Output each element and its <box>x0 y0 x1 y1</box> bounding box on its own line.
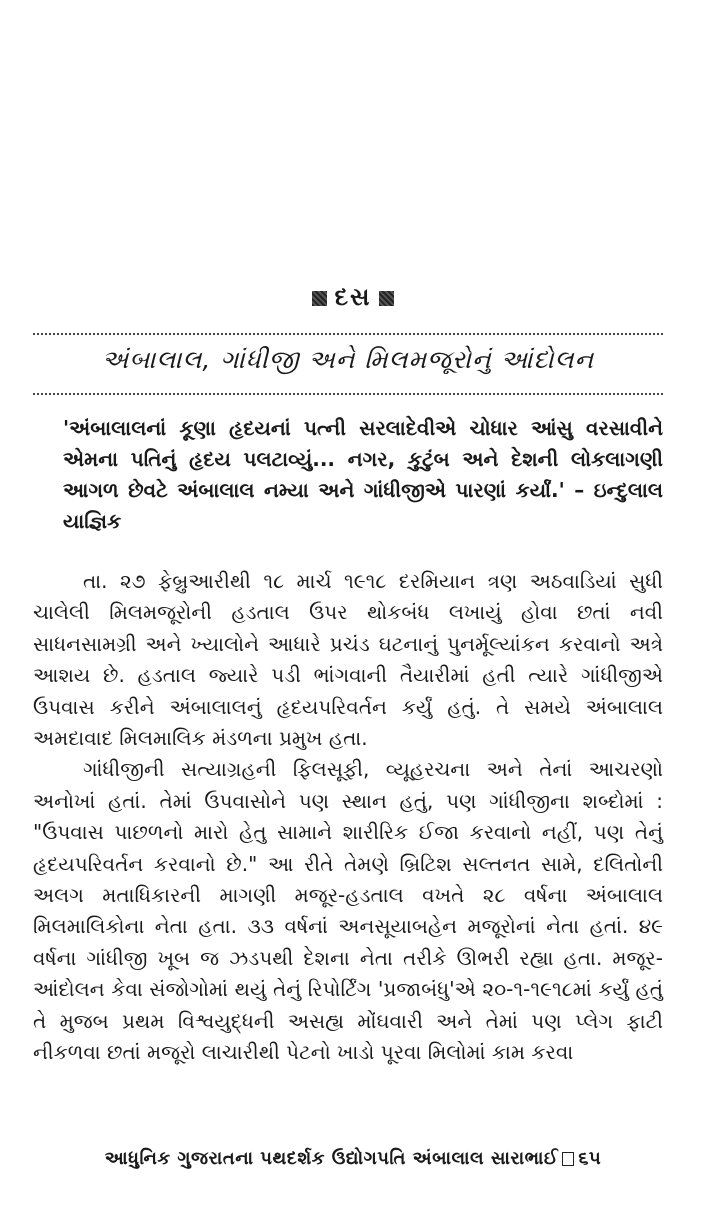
square-ornament-right-icon <box>379 291 394 306</box>
title-rule-top <box>33 333 663 335</box>
epigraph <box>63 413 663 537</box>
epigraph-quote: 'અંબાલાલનાં કૂણા હૃદયનાં પત્ની સરલાદેવીએ ચોધાર આંસુ વરસાવીને એમના પતિનું હૃદય પલટાવ્યું... નગર, કુટુંબ અને દેશની લોકલાગણી આગળ છેવટે અંબાલાલ નમ્યા અને ગાંધીજીએ પારણાં કર્યાં.' <box>63 416 663 502</box>
chapter-number <box>0 283 706 311</box>
chapter-title: અંબાલાલ, ગાંધીજી અને મિલમજૂરોનું આંદોલન <box>101 345 595 374</box>
square-ornament-left-icon <box>312 291 327 306</box>
page-number: ૬૫ <box>578 1148 602 1169</box>
chapter-number-text: દસ <box>334 283 372 311</box>
running-footer <box>0 1148 706 1169</box>
box-separator-icon <box>562 1152 574 1166</box>
title-rule-bottom <box>33 393 663 395</box>
body-text <box>33 566 663 1069</box>
footer-book-title: આધુનિક ગુજરાતના પથદર્શક ઉદ્યોગપતિ અંબાલાલ સારાભાઈ <box>104 1148 559 1169</box>
epigraph-attribution: – ઇન્દુલાલ યાજ્ઞિક <box>63 478 663 533</box>
paragraph: ગાંધીજીની સત્યાગ્રહની ફિલસૂફી, વ્યૂહરચના અને તેનાં આચરણો અનોખાં હતાં. તેમાં ઉપવાસોને પણ સ્થાન હતું, પણ ગાંધીજીના શબ્દોમાં : "ઉપવાસ પાછળનો મારો હેતુ સામાને શારીરિક ઈજા કરવાનો નહીં, પણ તેનું હૃદયપરિવર્તન કરવાનો છે." આ રીતે તેમણે બ્રિટિશ સલ્તનત સામે, દલિતોની અલગ મતાધિકારની માગણી મજૂર-હડતાલ વખતે ૨૮ વર્ષના અંબાલાલ મિલમાલિકોના નેતા હતા. ૩૩ વર્ષનાં અનસૂયાબહેન મજૂરોનાં નેતા હતાં. ૪૯ વર્ષના ગાંધીજી ખૂબ જ ઝડપથી દેશના નેતા તરીકે ઊભરી રહ્યા હતા. મજૂર-આંદોલન કેવા સંજોગોમાં થયું તેનું રિપોર્ટિંગ 'પ્રજાબંધુ'એ ૨૦-૧-૧૯૧૮માં કર્યું હતું તે મુજબ પ્રથમ વિશ્વયુદ્ધની અસહ્ય મોંઘવારી અને તેમાં પણ પ્લેગ ફાટી નીકળવા છતાં મજૂરો લાચારીથી પેટનો ખાડો પૂરવા મિલોમાં કામ કરવા <box>33 757 663 1065</box>
paragraph: તા. ૨૭ ફેબ્રુઆરીથી ૧૮ માર્ચ ૧૯૧૮ દરમિયાન ત્રણ અઠવાડિયાં સુધી ચાલેલી મિલમજૂરોની હડતાલ ઉપર થોકબંધ લખાયું હોવા છતાં નવી સાધનસામગ્રી અને ખ્યાલોને આધારે પ્રચંડ ઘટનાનું પુનર્મૂલ્યાંકન કરવાનો અત્રે આશય છે. હડતાલ જ્યારે પડી ભાંગવાની તૈયારીમાં હતી ત્યારે ગાંધીજીએ ઉપવાસ કરીને અંબાલાલનું હૃદયપરિવર્તન કર્યું હતું. તે સમયે અંબાલાલ અમદાવાદ મિલમાલિક મંડળના પ્રમુખ હતા. <box>33 569 663 751</box>
